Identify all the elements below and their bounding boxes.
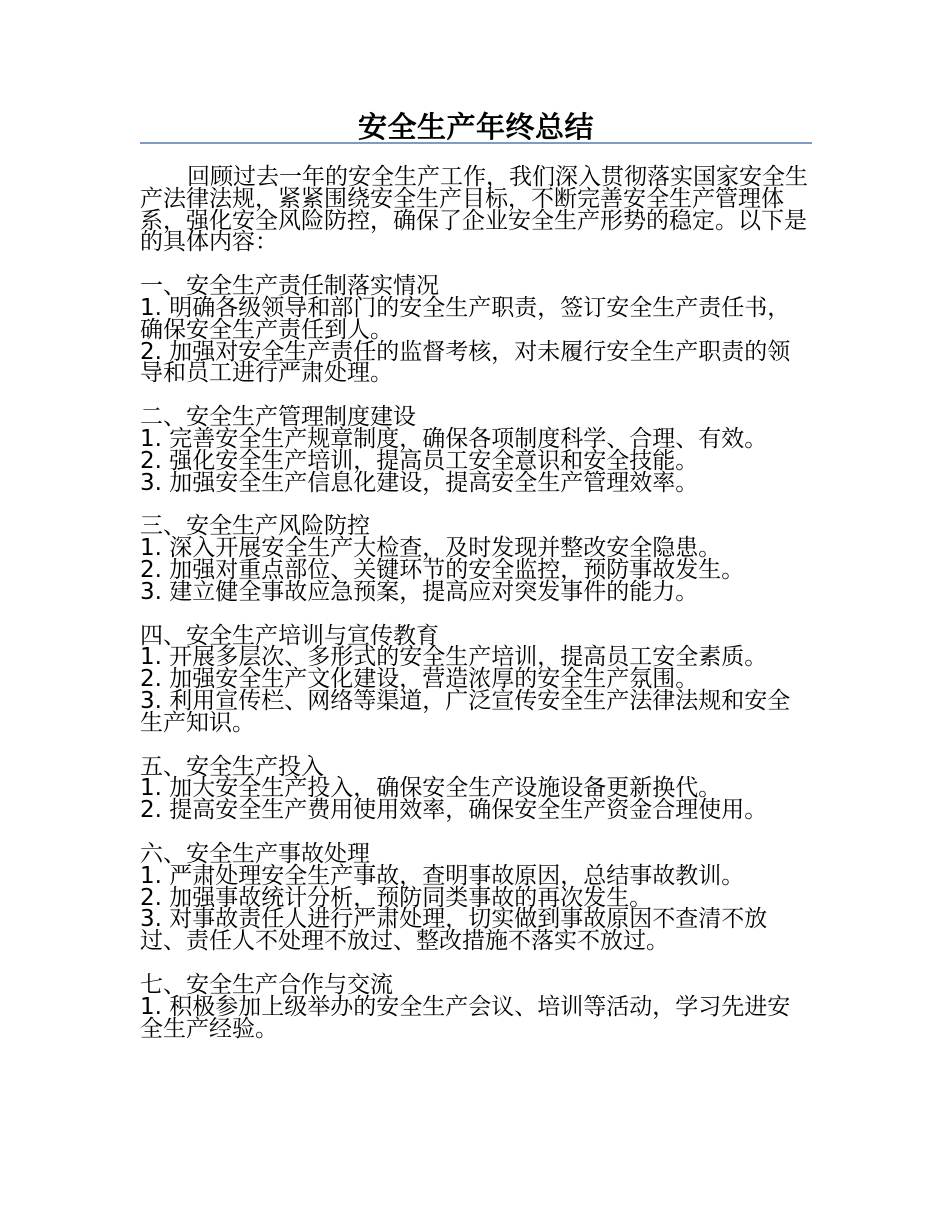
section-item: 1. 加大安全生产投入，确保安全生产设施设备更新换代。 (140, 775, 722, 802)
section-item: 2. 强化安全生产培训，提高员工安全意识和安全技能。 (140, 447, 699, 474)
section-7 (140, 971, 812, 1042)
section-3 (140, 513, 812, 605)
document-page (140, 104, 812, 1040)
section-item: 2. 加强事故统计分析，预防同类事故的再次发生。 (140, 884, 653, 911)
section-heading: 二、安全生产管理制度建设 (140, 404, 416, 431)
section-1 (140, 273, 812, 387)
title-block (140, 104, 812, 144)
section-heading: 一、安全生产责任制落实情况 (140, 273, 439, 300)
section-item: 3. 加强安全生产信息化建设，提高安全生产管理效率。 (140, 469, 699, 496)
section-heading: 六、安全生产事故处理 (140, 840, 370, 867)
section-item: 1. 完善安全生产规章制度，确保各项制度科学、合理、有效。 (140, 425, 768, 452)
section-item: 3. 对事故责任人进行严肃处理，切实做到事故原因不查清不放过、责任人不处理不放过、整改措施不落实不放过。 (140, 906, 768, 955)
section-item: 2. 加强对安全生产责任的监督考核，对未履行安全生产职责的领导和员工进行严肃处理。 (140, 338, 791, 387)
section-item: 1. 积极参加上级举办的安全生产会议、培训等活动，学习先进安全生产经验。 (140, 993, 791, 1042)
section-item: 1. 明确各级领导和部门的安全生产职责，签订安全生产责任书，确保安全生产责任到人。 (140, 294, 791, 343)
section-item: 1. 深入开展安全生产大检查，及时发现并整改安全隐患。 (140, 535, 722, 562)
section-heading: 四、安全生产培训与宣传教育 (140, 622, 439, 649)
section-heading: 七、安全生产合作与交流 (140, 971, 393, 998)
section-item: 3. 建立健全事故应急预案，提高应对突发事件的能力。 (140, 578, 699, 605)
intro-paragraph: 回顾过去一年的安全生产工作，我们深入贯彻落实国家安全生产法律法规，紧紧围绕安全生产目标，不断完善安全生产管理体系，强化安全风险防控，确保了企业安全生产形势的稳定。以下是的具体内容： (140, 164, 808, 256)
section-item: 2. 加强安全生产文化建设，营造浓厚的安全生产氛围。 (140, 666, 699, 693)
section-item: 1. 开展多层次、多形式的安全生产培训，提高员工安全素质。 (140, 644, 768, 671)
section-5 (140, 753, 812, 824)
section-heading: 三、安全生产风险防控 (140, 513, 370, 540)
section-item: 2. 提高安全生产费用使用效率，确保安全生产资金合理使用。 (140, 797, 768, 824)
section-item: 2. 加强对重点部位、关键环节的安全监控，预防事故发生。 (140, 556, 745, 583)
section-2 (140, 404, 812, 496)
section-item: 1. 严肃处理安全生产事故，查明事故原因，总结事故教训。 (140, 862, 745, 889)
section-heading: 五、安全生产投入 (140, 753, 324, 780)
document-title: 安全生产年终总结 (357, 110, 594, 144)
section-6 (140, 840, 812, 955)
section-item: 3. 利用宣传栏、网络等渠道，广泛宣传安全生产法律法规和安全生产知识。 (140, 687, 791, 736)
section-4 (140, 622, 812, 736)
